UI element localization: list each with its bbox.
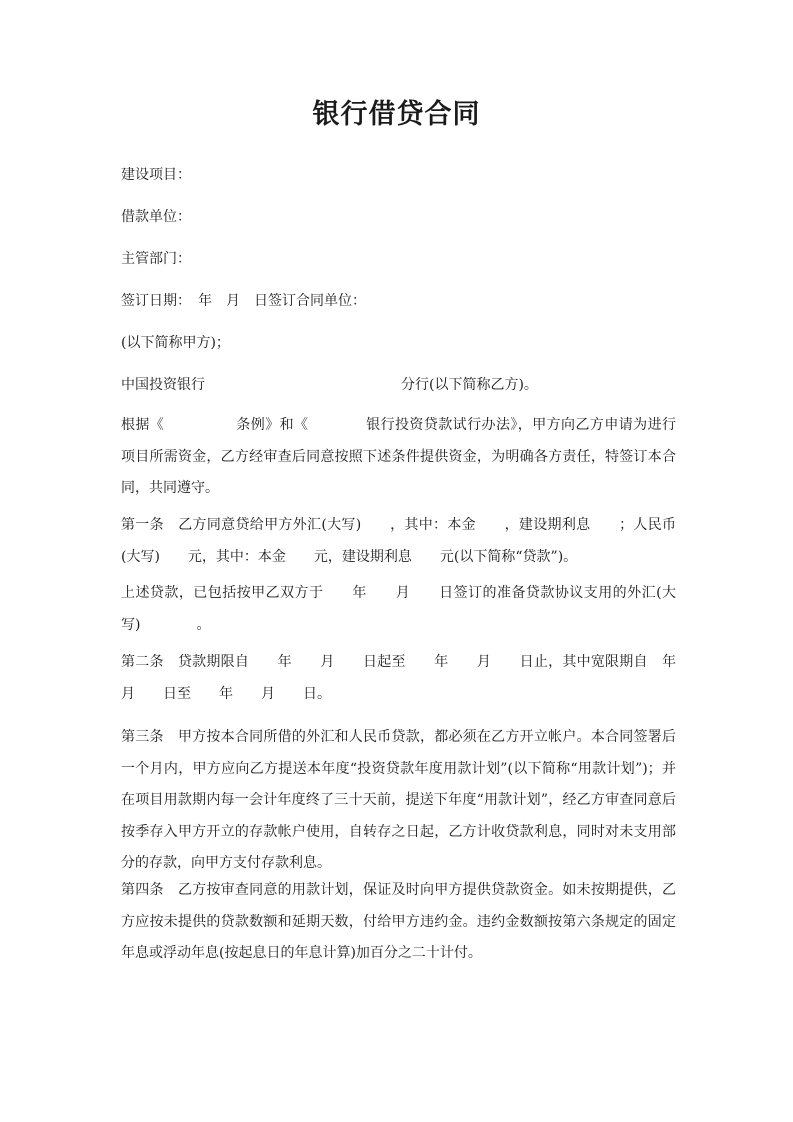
field-construction-project: 建设项目： — [121, 167, 191, 183]
article-1: 第一条 乙方同意贷给甲方外汇(大写) ，其中：本金 ，建设期利息 ；人民币(大写) 元，其中：本金 元，建设期利息 元(以下简称“贷款”)。 — [121, 517, 676, 565]
preamble-paragraph: 根据《 条例》和《 银行投资贷款试行办法》，甲方向乙方申请为进行 项目所需资金，乙方经审查后同意按照下述条件提供资金，为明确各方责任，特签订本合同，共同遵守。 — [121, 417, 732, 496]
field-supervising-department: 主管部门： — [121, 251, 191, 267]
article-3: 第三条 甲方按本合同所借的外汇和人民币贷款，都必须在乙方开立帐户。本合同签署后一个月内，甲方应向乙方提送本年度“投资贷款年度用款计划”(以下简称“用款计划”)；并在项目用款期内每一会计年度终了三十天前，提送下年度“用款计划”，经乙方审查同意后按季存入甲方开立的存款帐户使用，自转存之日起，乙方计收贷款利息，同时对未支用部分的存款，向甲方支付存款利息。 — [121, 729, 676, 871]
party-b-bank: 中国投资银行 分行(以下简称乙方)。 — [121, 377, 538, 393]
party-a-note: (以下简称甲方)； — [121, 335, 230, 351]
article-1-supplement: 上述贷款，已包括按甲乙双方于 年 月 日签订的准备贷款协议支用的外汇(大写) 。 — [121, 585, 676, 633]
field-borrower: 借款单位： — [121, 209, 191, 225]
article-4: 第四条 乙方按审查同意的用款计划，保证及时向甲方提供贷款资金。如未按期提供，乙方应按未提供的贷款数额和延期天数，付给甲方违约金。违约金数额按第六条规定的固定年息或浮动年息(按起息日的年息计算)加百分之二十计付。 — [121, 882, 676, 961]
field-signing-date: 签订日期： 年 月 日签订合同单位： — [121, 293, 366, 309]
article-2: 第二条 贷款期限自 年 月 日起至 年 月 日止，其中宽限期自 年 月 日至 年 月 日。 — [121, 654, 704, 702]
document-title: 银行借贷合同 — [312, 99, 481, 130]
